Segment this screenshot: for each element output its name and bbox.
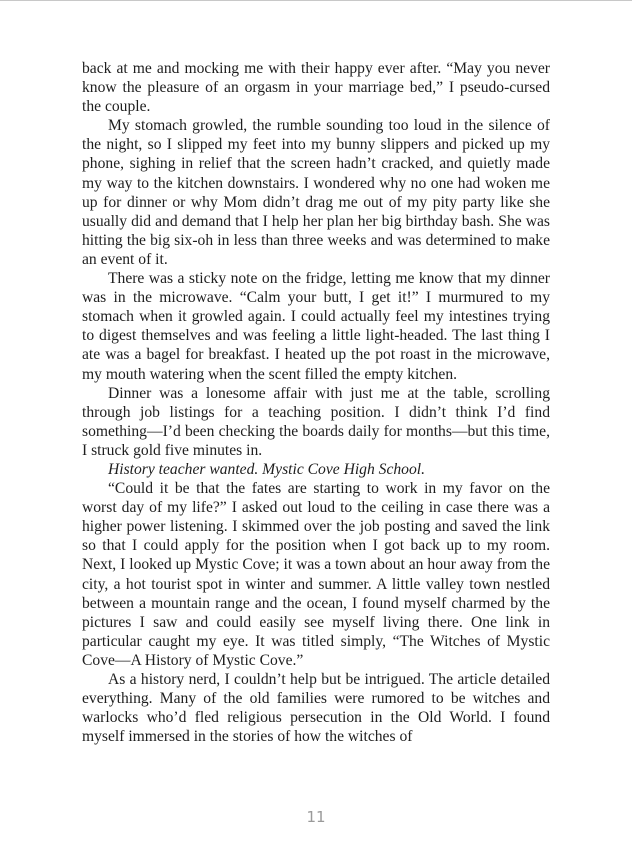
- page-top-divider: [0, 0, 632, 1]
- paragraph: As a history nerd, I couldn’t help but be intrigued. The article detailed everything. Many of the old families were rumored to be witches and warlocks who’d fled religious persecution in the Old World. I found myself immersed in the stories of how the witches of: [82, 671, 550, 746]
- paragraph: There was a sticky note on the fridge, letting me know that my dinner was in the microwave. “Calm your butt, I get it!” I murmured to my stomach when it growled again. I could actually feel my intestines trying to digest themselves and was feeling a little light-headed. The last thing I ate was a bagel for breakfast. I heated up the pot roast in the microwave, my mouth watering when the scent filled the empty kitchen.: [82, 270, 550, 383]
- paragraph: “Could it be that the fates are starting to work in my favor on the worst day of my life?” I asked out loud to the ceiling in case there was a higher power listening. I skimmed over the job posting and saved the link so that I could apply for the position when I got back up to my room. Next, I looked up Mystic Cove; it was a town about an hour away from the city, a hot tourist spot in winter and summer. A little valley town nestled between a mountain range and the ocean, I found myself charmed by the pictures I saw and could easily see myself living there. One link in particular caught my eye. It was titled simply, “The Witches of Mystic Cove—A History of Mystic Cove.”: [82, 480, 550, 669]
- paragraph: Dinner was a lonesome affair with just me at the table, scrolling through job listings for a teaching position. I didn’t think I’d find something—I’d been checking the boards daily for months—but this time, I struck gold five minutes in.: [82, 384, 550, 459]
- job-listing-title: History teacher wanted. Mystic Cove High School.: [108, 460, 426, 478]
- page-text-body: [82, 59, 550, 746]
- page-number: 11: [306, 808, 326, 826]
- paragraph-continued: back at me and mocking me with their happy ever after. “May you never know the pleasure of an orgasm in your marriage bed,” I pseudo-cursed the couple.: [82, 60, 550, 116]
- paragraph: My stomach growled, the rumble sounding too loud in the silence of the night, so I slipped my feet into my bunny slippers and picked up my phone, sighing in relief that the screen hadn’t cracked, and quietly made my way to the kitchen downstairs. I wondered why no one had woken me up for dinner or why Mom didn’t drag me out of my pity party like she usually did and demand that I help her plan her big birthday bash. She was hitting the big six-oh in less than three weeks and was determined to make an event of it.: [82, 117, 550, 268]
